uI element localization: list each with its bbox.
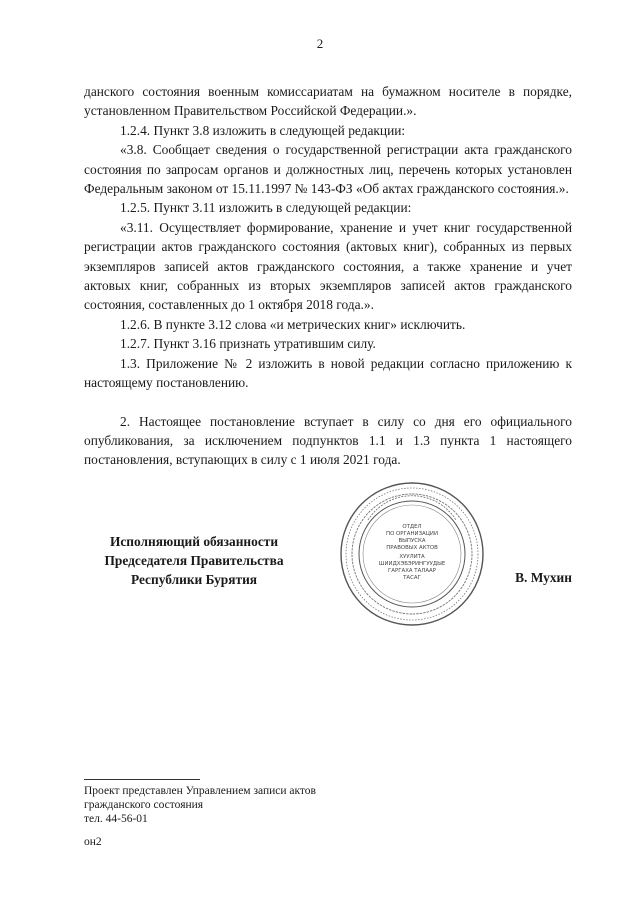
paragraph-1-3: 1.3. Приложение № 2 изложить в новой редакции согласно приложению к настоящему постановлению.: [84, 355, 572, 391]
seal-line: ГАРГАХА ТАЛААР: [388, 568, 436, 574]
seal-line: ВЫПУСКА: [398, 538, 426, 544]
paragraph-2: 2. Настоящее постановление вступает в силу со дня его официального опубликования, за исключением подпунктов 1.1 и 1.3 пункта 1 настоящего постановления, вступающих в силу с 1 июля 2021 года.: [84, 413, 572, 468]
seal-line: ПРАВОВЫХ АКТОВ: [386, 545, 438, 551]
paragraph-1-2-7: 1.2.7. Пункт 3.16 признать утратившим силу.: [120, 336, 376, 352]
paragraph-1-2-4: 1.2.4. Пункт 3.8 изложить в следующей редакции:: [120, 122, 406, 138]
footnote-line: Проект представлен Управлением записи актов: [84, 785, 316, 797]
footnote-line: гражданского состояния: [84, 799, 204, 811]
page-number: 2: [316, 36, 324, 51]
signatory-line: Председателя Правительства: [104, 553, 284, 568]
footnote-line: тел. 44-56-01: [84, 813, 148, 825]
signer-name: В. Мухин: [515, 570, 572, 585]
seal-line: ТАСАГ: [403, 575, 421, 581]
signatory-title: [84, 532, 304, 589]
footnote-divider: [84, 779, 200, 780]
footnote: [84, 784, 384, 826]
paragraph-3-11: «3.11. Осуществляет формирование, хранение и учет книг государственной регистрации актов гражданского состояния (актовых книг), собранных из первых экземпляров записей актов гражданского состояния, а также хранение и учет актовых книг, собранных из вторых экземпляров записей актов гражданского состояния, составленных до 1 октября 2018 года.».: [84, 219, 572, 313]
paragraph-1-2-5: 1.2.5. Пункт 3.11 изложить в следующей редакции:: [120, 200, 412, 216]
page-code: он2: [84, 836, 102, 848]
paragraph-continuation: данского состояния военным комиссариатам на бумажном носителе в порядке, установленном Правительством Российской Федерации.».: [84, 84, 572, 119]
seal-line: ХУУЛИТА: [399, 554, 425, 560]
signatory-line: Исполняющий обязанности: [109, 534, 279, 549]
document-body: [84, 82, 572, 470]
seal-line: ПО ОРГАНИЗАЦИИ: [386, 531, 438, 537]
seal-line: ОТДЕЛ: [402, 524, 422, 530]
paragraph-1-2-6: 1.2.6. В пункте 3.12 слова «и метрических книг» исключить.: [120, 316, 466, 332]
signatory-line: Республики Бурятия: [130, 572, 258, 587]
official-seal: [338, 480, 486, 628]
seal-line: ШИИДХЭБЭРИНГУУДЫЕ: [378, 561, 446, 567]
paragraph-3-8: «3.8. Сообщает сведения о государственной регистрации акта гражданского состояния по запросам органов и должностных лиц, перечень которых установлен Федеральным законом от 15.11.1997 № 143-ФЗ «Об актах гражданского состояния.».: [84, 142, 572, 197]
